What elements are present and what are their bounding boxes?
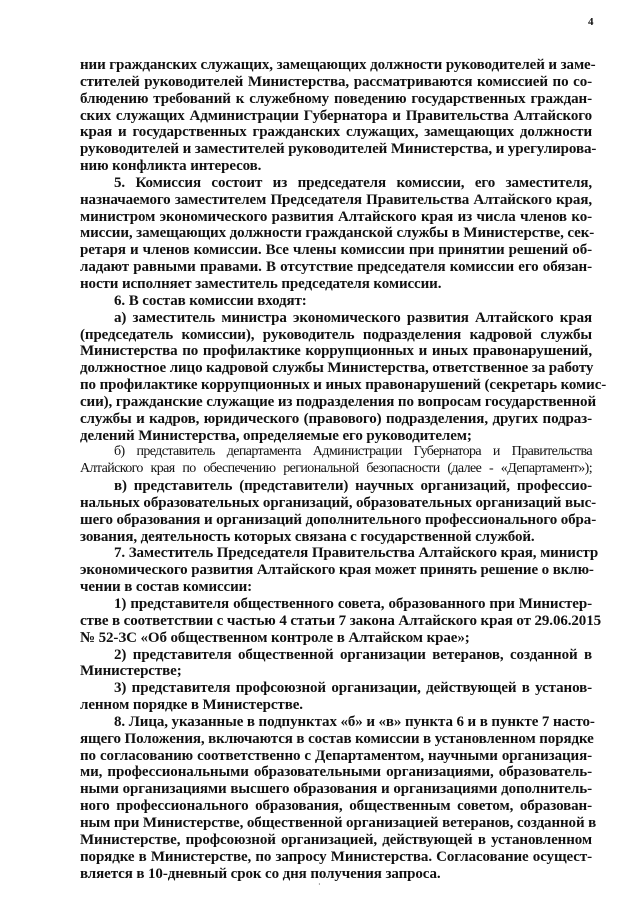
scan-speck: · [318, 880, 321, 889]
text-line: в) представитель (представители) научных организаций, профессио- [114, 478, 592, 495]
text-line: ладают равными правами. В отсутствие председателя комиссии его обязан- [80, 259, 592, 276]
text-line: чении в состав комиссии: [80, 579, 253, 596]
text-line: блюдению требований к служебному поведению государственных граждан- [80, 90, 592, 107]
text-line: ности исполняет заместитель председателя комиссии. [80, 275, 442, 292]
text-line: сии), гражданские служащие из подразделения по вопросам государственной [80, 393, 596, 410]
text-line: ного профессионального образования, общественным советом, образован- [80, 798, 592, 815]
text-line: 6. В состав комиссии входят: [114, 292, 307, 309]
text-line: Алтайского края по обеспечению региональной безопасности (далее - «Департамент»); [80, 461, 592, 477]
text-line: по согласованию соответственно с Департаментом, научными организация- [80, 747, 592, 764]
text-line: № 52-ЗС «Об общественном контроле в Алтайском крае»; [80, 629, 470, 646]
text-line: руководителей и заместителей руководителей Министерства, и урегулирова- [80, 141, 597, 158]
text-line: ным при Министерстве, общественной организацией ветеранов, созданной в [80, 814, 597, 831]
text-line: миссии, замещающих должности гражданской службы в Министерстве, сек- [80, 225, 595, 242]
text-line: ских служащих Администрации Губернатора и Правительства Алтайского [80, 107, 592, 124]
text-line: ленном порядке в Министерстве. [80, 697, 303, 714]
text-line: шего образования и организаций дополнительного профессионального обра- [80, 511, 597, 528]
text-line: нии гражданских служащих, замещающих должности руководителей и заме- [80, 57, 596, 73]
text-line: стителей руководителей Министерства, рассматриваются комиссией по со- [80, 73, 592, 90]
document-body [80, 57, 607, 882]
text-line: ми, профессиональными образовательными организациями, образователь- [80, 764, 592, 781]
text-line: а) заместитель министра экономического развития Алтайского края [114, 309, 592, 326]
text-line: зования, деятельность которых связана с государственной службой. [80, 528, 535, 545]
text-line: должностное лицо кадровой службы Министерства, ответственное за работу [80, 360, 594, 377]
text-line: б) представитель департамента Администрации Губернатора и Правительства [114, 444, 592, 460]
text-line: стве в соответствии с частью 4 статьи 7 закона Алтайского края от 29.06.2015 [80, 612, 602, 629]
text-line: по профилактике коррупционных и иных правонарушений (секретарь комис- [80, 377, 607, 394]
text-line: 8. Лица, указанные в подпунктах «б» и «в» пункта 6 и в пункте 7 насто- [114, 713, 595, 730]
text-line: 2) представителя общественной организации ветеранов, созданной в [114, 646, 592, 663]
text-line: экономического развития Алтайского края может принять решение о вклю- [80, 562, 594, 579]
text-line: ными организациями высшего образования и организациями дополнитель- [80, 781, 592, 798]
text-line: нальных образовательных организаций, образовательных организаций выс- [80, 494, 597, 511]
text-line: ретаря и членов комиссии. Все члены комиссии при принятии решений об- [80, 242, 592, 259]
text-line: назначаемого заместителем Председателя Правительства Алтайского края, [80, 191, 592, 208]
text-line: ящего Положения, включаются в состав комиссии в установленном порядке [80, 730, 594, 747]
text-line: министром экономического развития Алтайского края из числа членов ко- [80, 208, 592, 225]
text-line: (председатель комиссии), руководитель подразделения кадровой службы [80, 326, 592, 343]
page-number: 4 [588, 16, 594, 28]
text-line: 1) представителя общественного совета, образованного при Министер- [114, 596, 592, 612]
text-line: порядке в Министерстве, по запросу Министерства. Согласование осущест- [80, 848, 592, 865]
text-line: Министерства по профилактике коррупционных и иных правонарушений, [80, 343, 592, 360]
text-line: вляется в 10-дневный срок со дня получения запроса. [80, 865, 441, 882]
text-line: 3) представителя профсоюзной организации, действующей в установ- [114, 680, 592, 697]
text-line: делений Министерства, определяемые его руководителем; [80, 427, 472, 444]
text-line: 7. Заместитель Председателя Правительства Алтайского края, министр [114, 545, 599, 562]
text-line: Министерстве, профсоюзной организацией, действующей в установленном [80, 831, 592, 848]
text-line: нию конфликта интересов. [80, 158, 262, 175]
text-line: службы и кадров, юридического (правового) подразделения, других подраз- [80, 410, 592, 427]
text-line: края и государственных гражданских служащих, замещающих должности [80, 124, 592, 141]
text-line: 5. Комиссия состоит из председателя комиссии, его заместителя, [114, 174, 592, 191]
text-line: Министерстве; [80, 663, 182, 680]
